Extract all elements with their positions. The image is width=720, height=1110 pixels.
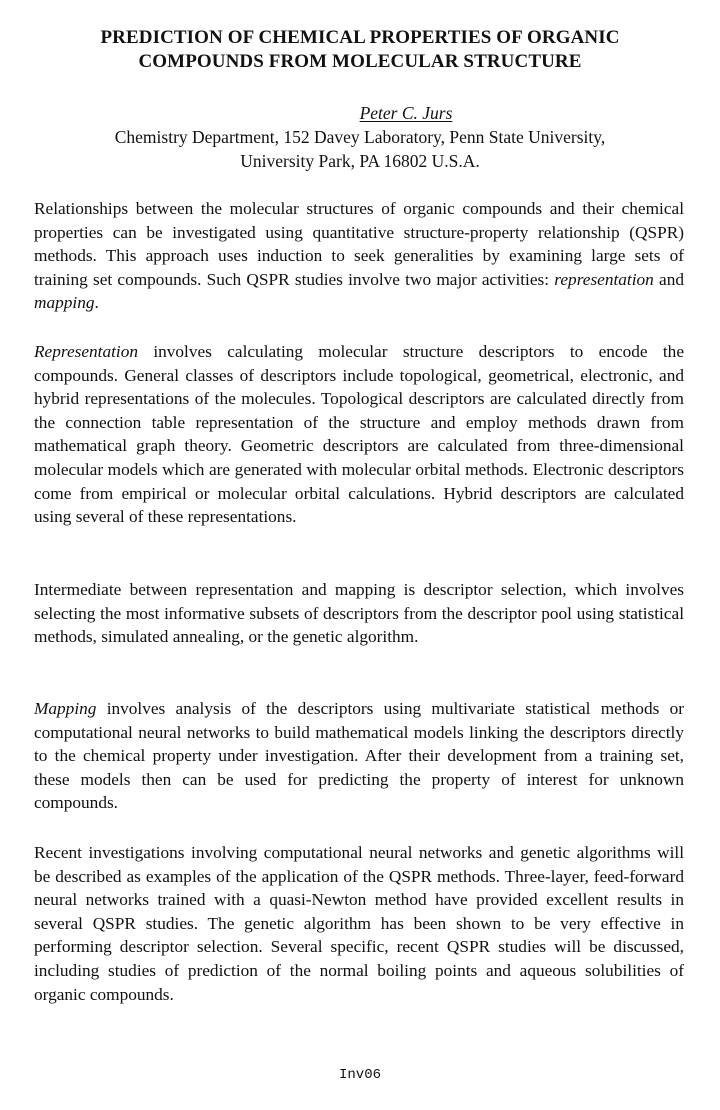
affiliation xyxy=(0,125,720,173)
paragraph-mapping-lead: Mapping xyxy=(34,699,97,718)
paragraph-representation xyxy=(34,340,684,529)
paragraph-representation-text: involves calculating molecular structure descriptors to encode the compounds. General classes of descriptors include topological, geometrical, electronic, and hybrid representations of the molecules. Topological descriptors are calculated directly from the connection table representation of the structure and employ methods drawn from mathematical graph theory. Geometric descriptors are calculated from three-dimensional molecular models which are generated with molecular orbital methods. Electronic descriptors come from empirical or molecular orbital calculations. Hybrid descriptors are calculated using several of these representations. xyxy=(34,342,684,527)
emphasis-mapping: mapping xyxy=(34,293,95,313)
page-code: Inv06 xyxy=(338,1067,381,1083)
affiliation-line-2: University Park, PA 16802 U.S.A. xyxy=(240,151,480,171)
author-block xyxy=(0,101,720,125)
paragraph-recent xyxy=(34,841,684,1006)
paragraph-intro xyxy=(34,197,684,315)
title-line-1: PREDICTION OF CHEMICAL PROPERTIES OF ORGANIC xyxy=(100,27,620,48)
paragraph-mapping-text: involves analysis of the descriptors using multivariate statistical methods or computational neural networks to build mathematical models linking the descriptors directly to the chemical property under investigation. After their development from a training set, these models then can be used for predicting the property of interest for unknown compounds. xyxy=(34,699,684,813)
emphasis-representation: representation xyxy=(554,269,654,289)
author-name: Peter C. Jurs xyxy=(359,103,453,123)
title-line-2: COMPOUNDS FROM MOLECULAR STRUCTURE xyxy=(138,51,582,72)
paper-title xyxy=(40,26,680,74)
paragraph-mapping xyxy=(34,697,684,815)
paragraph-intro-mid: and xyxy=(653,269,684,289)
paragraph-intro-text: Relationships between the molecular structures of organic compounds and their chemical properties can be investigated using quantitative structure-property relationship (QSPR) methods. This approach uses induction to seek generalities by examining large sets of training set compounds. Such QSPR studies involve two major activities: xyxy=(34,199,684,289)
paragraph-recent-text: Recent investigations involving computational neural networks and genetic algorithms will be described as examples of the application of the QSPR methods. Three-layer, feed-forward neural networks trained with a quasi-Newton method have provided excellent results in several QSPR studies. The genetic algorithm has been shown to be very effective in performing descriptor selection. Several specific, recent QSPR studies will be discussed, including studies of prediction of the normal boiling points and aqueous solubilities of organic compounds. xyxy=(34,843,684,1004)
paragraph-representation-lead: Representation xyxy=(34,342,138,361)
paragraph-selection xyxy=(34,578,684,649)
paragraph-intro-end: . xyxy=(94,293,99,313)
affiliation-line-1: Chemistry Department, 152 Davey Laboratory, Penn State University, xyxy=(114,127,606,147)
paragraph-selection-text: Intermediate between representation and mapping is descriptor selection, which involves selecting the most informative subsets of descriptors from the descriptor pool using statistical methods, simulated annealing, or the genetic algorithm. xyxy=(34,580,684,647)
